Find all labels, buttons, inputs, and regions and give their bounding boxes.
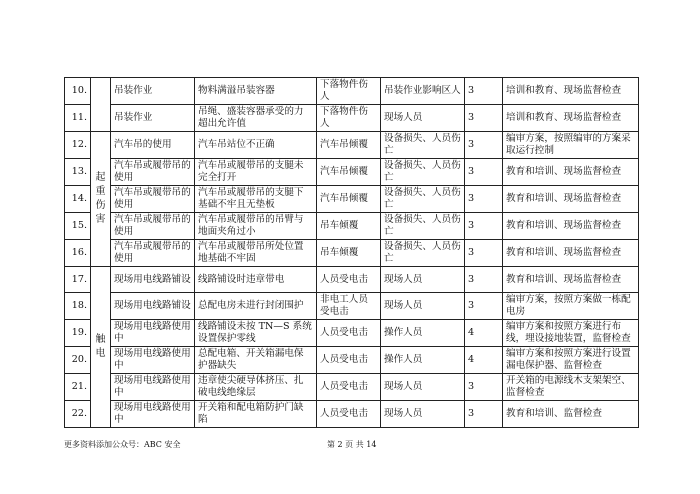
activity-cell: 汽车吊或履带吊的使用 (111, 186, 195, 213)
hazard-cell: 总配电房未进行封闭围护 (195, 293, 317, 320)
table-row (65, 347, 639, 374)
measure-cell: 编审方案和按照方案进行设置漏电保护器、监督检查 (503, 347, 639, 374)
hazard-cell: 汽车吊或履带吊的吊臂与地面夹角过小 (195, 213, 317, 240)
hazard-cell: 汽车吊站位不正确 (195, 132, 317, 159)
risk-level-cell: 3 (465, 213, 503, 240)
risk-level-cell: 3 (465, 401, 503, 428)
hazard-cell: 汽车吊或履带吊的支腿下基础不牢且无垫板 (195, 186, 317, 213)
scope-cell: 设备损失、人员伤亡 (381, 186, 465, 213)
activity-cell: 现场用电线路使用中 (111, 347, 195, 374)
table-row (65, 293, 639, 320)
activity-cell: 吊装作业 (111, 105, 195, 132)
row-number: 10. (65, 78, 91, 105)
risk-level-cell: 4 (465, 347, 503, 374)
risk-level-cell: 3 (465, 132, 503, 159)
hazard-cell: 吊绳、盛装容器承受的力超出允许值 (195, 105, 317, 132)
table-row (65, 159, 639, 186)
row-number: 11. (65, 105, 91, 132)
hazard-cell: 开关箱和配电箱防护门缺陷 (195, 401, 317, 428)
scope-cell: 操作人员 (381, 320, 465, 347)
risk-level-cell: 3 (465, 240, 503, 267)
effect-cell: 下落物件伤人 (317, 105, 381, 132)
activity-cell: 汽车吊的使用 (111, 132, 195, 159)
hazard-cell: 线路铺设未按 TN—S 系统设置保护零线 (195, 320, 317, 347)
table-row (65, 132, 639, 159)
effect-cell: 下落物件伤人 (317, 78, 381, 105)
table-row (65, 374, 639, 401)
measure-cell: 教育和培训、现场监督检查 (503, 186, 639, 213)
scope-cell: 吊装作业影响区人 (381, 78, 465, 105)
effect-cell: 汽车吊倾覆 (317, 132, 381, 159)
measure-cell: 教育和培训、现场监督检查 (503, 213, 639, 240)
row-number: 13. (65, 159, 91, 186)
row-number: 17. (65, 267, 91, 293)
measure-cell: 教育和培训、现场监督检查 (503, 159, 639, 186)
activity-cell: 现场用电线路使用中 (111, 320, 195, 347)
risk-level-cell: 3 (465, 293, 503, 320)
measure-cell: 教育和培训、现场监督检查 (503, 240, 639, 267)
scope-cell: 现场人员 (381, 267, 465, 293)
risk-table (64, 77, 639, 428)
effect-cell: 人员受电击 (317, 401, 381, 428)
hazard-cell: 线路铺设时违章带电 (195, 267, 317, 293)
category-lifting: 起重伤害 (91, 132, 111, 267)
row-number: 12. (65, 132, 91, 159)
effect-cell: 人员受电击 (317, 374, 381, 401)
measure-cell: 编审方案，按照编审的方案采取运行控制 (503, 132, 639, 159)
activity-cell: 现场用电线路使用中 (111, 374, 195, 401)
row-number: 22. (65, 401, 91, 428)
effect-cell: 吊车倾覆 (317, 240, 381, 267)
risk-level-cell: 3 (465, 374, 503, 401)
table-row (65, 267, 639, 293)
risk-level-cell: 3 (465, 159, 503, 186)
risk-level-cell: 3 (465, 105, 503, 132)
activity-cell: 汽车吊或履带吊的使用 (111, 159, 195, 186)
row-number: 20. (65, 347, 91, 374)
scope-cell: 设备损失、人员伤亡 (381, 213, 465, 240)
row-number: 15. (65, 213, 91, 240)
scope-cell: 现场人员 (381, 293, 465, 320)
risk-level-cell: 4 (465, 320, 503, 347)
table-row (65, 240, 639, 267)
measure-cell: 开关箱的电源线木支架架空、监督检查 (503, 374, 639, 401)
effect-cell: 人员受电击 (317, 347, 381, 374)
row-number: 14. (65, 186, 91, 213)
risk-level-cell: 3 (465, 186, 503, 213)
effect-cell: 人员受电击 (317, 267, 381, 293)
scope-cell: 现场人员 (381, 401, 465, 428)
footer-note: 更多资料添加公众号：ABC 安全 (64, 440, 181, 449)
activity-cell: 现场用电线路铺设 (111, 293, 195, 320)
table-row (65, 186, 639, 213)
effect-cell: 汽车吊倾覆 (317, 159, 381, 186)
measure-cell: 培训和教育、现场监督检查 (503, 78, 639, 105)
hazard-cell: 汽车吊或履带吊的支腿未完全打开 (195, 159, 317, 186)
scope-cell: 设备损失、人员伤亡 (381, 132, 465, 159)
activity-cell: 吊装作业 (111, 78, 195, 105)
effect-cell: 汽车吊倾覆 (317, 186, 381, 213)
effect-cell: 非电工人员受电击 (317, 293, 381, 320)
row-number: 19. (65, 320, 91, 347)
scope-cell: 设备损失、人员伤亡 (381, 159, 465, 186)
scope-cell: 设备损失、人员伤亡 (381, 240, 465, 267)
hazard-cell: 汽车吊或履带吊所处位置地基础不牢固 (195, 240, 317, 267)
table-row (65, 105, 639, 132)
category-electric: 触电 (91, 267, 111, 428)
hazard-cell: 物料满溢吊装容器 (195, 78, 317, 105)
activity-cell: 现场用电线路使用中 (111, 401, 195, 428)
table-row (65, 401, 639, 428)
table-row (65, 213, 639, 240)
measure-cell: 编审方案和按照方案进行布线，埋设接地装置，监督检查 (503, 320, 639, 347)
scope-cell: 现场人员 (381, 374, 465, 401)
row-number: 16. (65, 240, 91, 267)
risk-level-cell: 3 (465, 267, 503, 293)
table-row (65, 320, 639, 347)
row-number: 21. (65, 374, 91, 401)
measure-cell: 编审方案，按照方案做一栋配电房 (503, 293, 639, 320)
activity-cell: 现场用电线路铺设 (111, 267, 195, 293)
risk-level-cell: 3 (465, 78, 503, 105)
effect-cell: 人员受电击 (317, 320, 381, 347)
scope-cell: 操作人员 (381, 347, 465, 374)
activity-cell: 汽车吊或履带吊的使用 (111, 213, 195, 240)
measure-cell: 教育和培训、监督检查 (503, 401, 639, 428)
hazard-cell: 违章使尖硬导体挤压、扎破电线绝缘层 (195, 374, 317, 401)
measure-cell: 培训和教育、现场监督检查 (503, 105, 639, 132)
measure-cell: 教育和培训、现场监督检查 (503, 267, 639, 293)
effect-cell: 吊车倾覆 (317, 213, 381, 240)
activity-cell: 汽车吊或履带吊的使用 (111, 240, 195, 267)
scope-cell: 现场人员 (381, 105, 465, 132)
page-number: 第 2 页 共 14 (327, 440, 377, 449)
category-cell (91, 78, 111, 132)
hazard-cell: 总配电箱、开关箱漏电保护器缺失 (195, 347, 317, 374)
table-row (65, 78, 639, 105)
row-number: 18. (65, 293, 91, 320)
